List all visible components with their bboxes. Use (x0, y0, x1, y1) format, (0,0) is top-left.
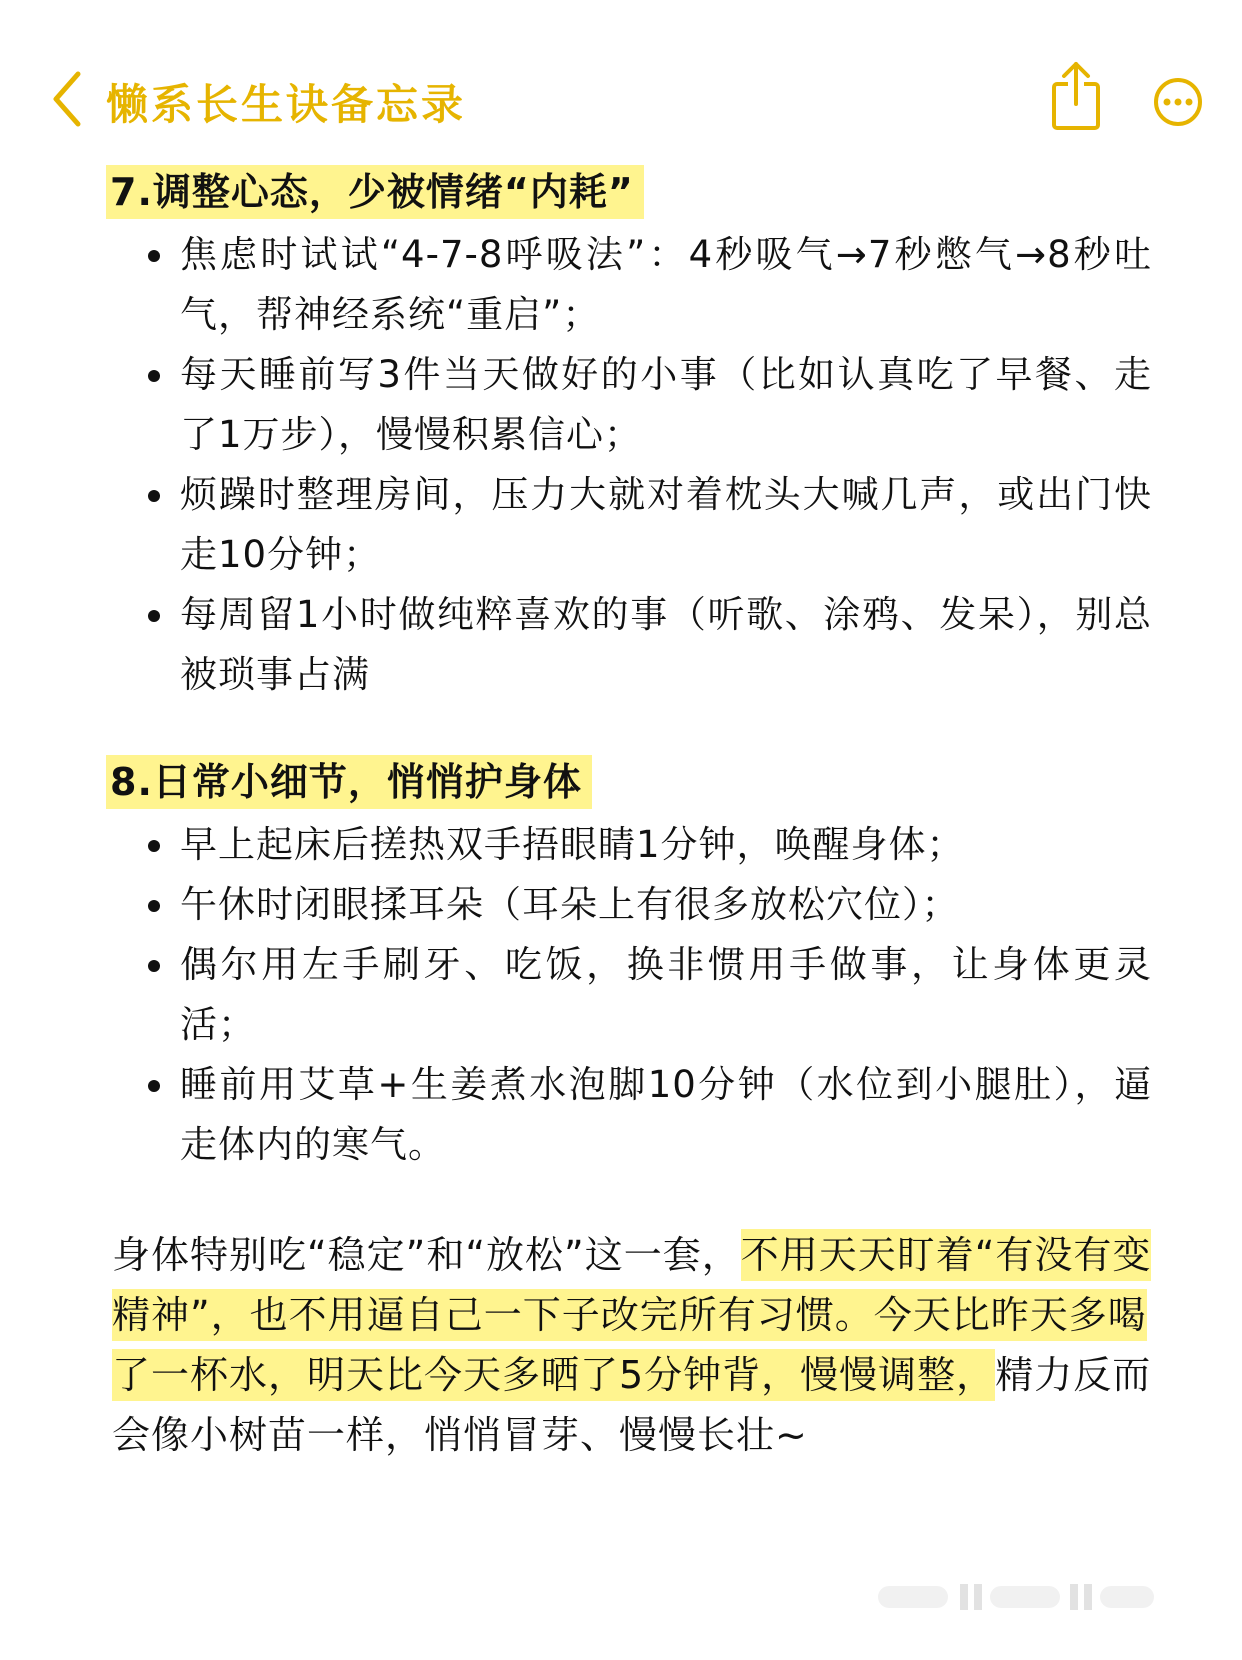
list-item (112, 225, 1152, 345)
watermark-logo (878, 1580, 1158, 1614)
list-item-text: 焦虑时试试“4-7-8呼吸法”：4秒吸气→7秒憋气→8秒吐气，帮神经系统“重启”； (180, 233, 1152, 336)
conclusion-text-end: 精力反而会像小树苗一样，悄悄冒芽、慢慢长壮~ (112, 1353, 1152, 1457)
list-item-text: 早上起床后搓热双手捂眼睛1分钟，唤醒身体； (180, 823, 965, 866)
bullet-icon (148, 250, 160, 262)
note-title: 懒系长生诀备忘录 (106, 80, 467, 129)
conclusion-paragraph (112, 1225, 1152, 1465)
list-item-text: 午休时闭眼揉耳朵（耳朵上有很多放松穴位）； (180, 883, 960, 926)
list-item-text: 烦躁时整理房间，压力大就对着枕头大喊几声，或出门快走10分钟； (180, 473, 1152, 576)
list-item (112, 1055, 1152, 1175)
share-icon[interactable] (1050, 58, 1102, 132)
list-item-text: 偶尔用左手刷牙、吃饭，换非惯用手做事，让身体更灵活； (180, 943, 1152, 1046)
bullet-icon (148, 490, 160, 502)
list-item (112, 465, 1152, 585)
bullet-icon (148, 840, 160, 852)
list-item (112, 875, 1152, 935)
section-7 (112, 165, 1152, 705)
bullet-list (112, 815, 1152, 1175)
bullet-icon (148, 370, 160, 382)
list-item-text: 每天睡前写3件当天做好的小事（比如认真吃了早餐、走了1万步），慢慢积累信心； (180, 353, 1152, 456)
list-item (112, 815, 1152, 875)
section-heading: 8.日常小细节，悄悄护身体 (106, 755, 592, 809)
note-body[interactable] (112, 165, 1152, 1503)
more-icon[interactable] (1152, 76, 1204, 128)
list-item (112, 585, 1152, 705)
conclusion-text: 身体特别吃“稳定”和“放松”这一套， (112, 1233, 741, 1277)
list-item-text: 睡前用艾草+生姜煮水泡脚10分钟（水位到小腿肚），逼走体内的寒气。 (180, 1063, 1152, 1166)
section-heading: 7.调整心态，少被情绪“内耗” (106, 165, 644, 219)
highlighted-text: 不用天天盯着“有没有变精神”，也不用逼自己一下子改完所有习惯。今天比昨天多喝了一杯水，明天比今天多晒了5分钟背，慢慢调整， (112, 1229, 1151, 1401)
section-8 (112, 755, 1152, 1175)
bullet-icon (148, 610, 160, 622)
bullet-icon (148, 900, 160, 912)
bullet-icon (148, 960, 160, 972)
bullet-list (112, 225, 1152, 705)
nav-bar (48, 58, 1204, 138)
list-item (112, 935, 1152, 1055)
bullet-icon (148, 1080, 160, 1092)
chevron-left-icon[interactable] (48, 64, 88, 134)
list-item-text: 每周留1小时做纯粹喜欢的事（听歌、涂鸦、发呆），别总被琐事占满 (180, 593, 1152, 696)
list-item (112, 345, 1152, 465)
